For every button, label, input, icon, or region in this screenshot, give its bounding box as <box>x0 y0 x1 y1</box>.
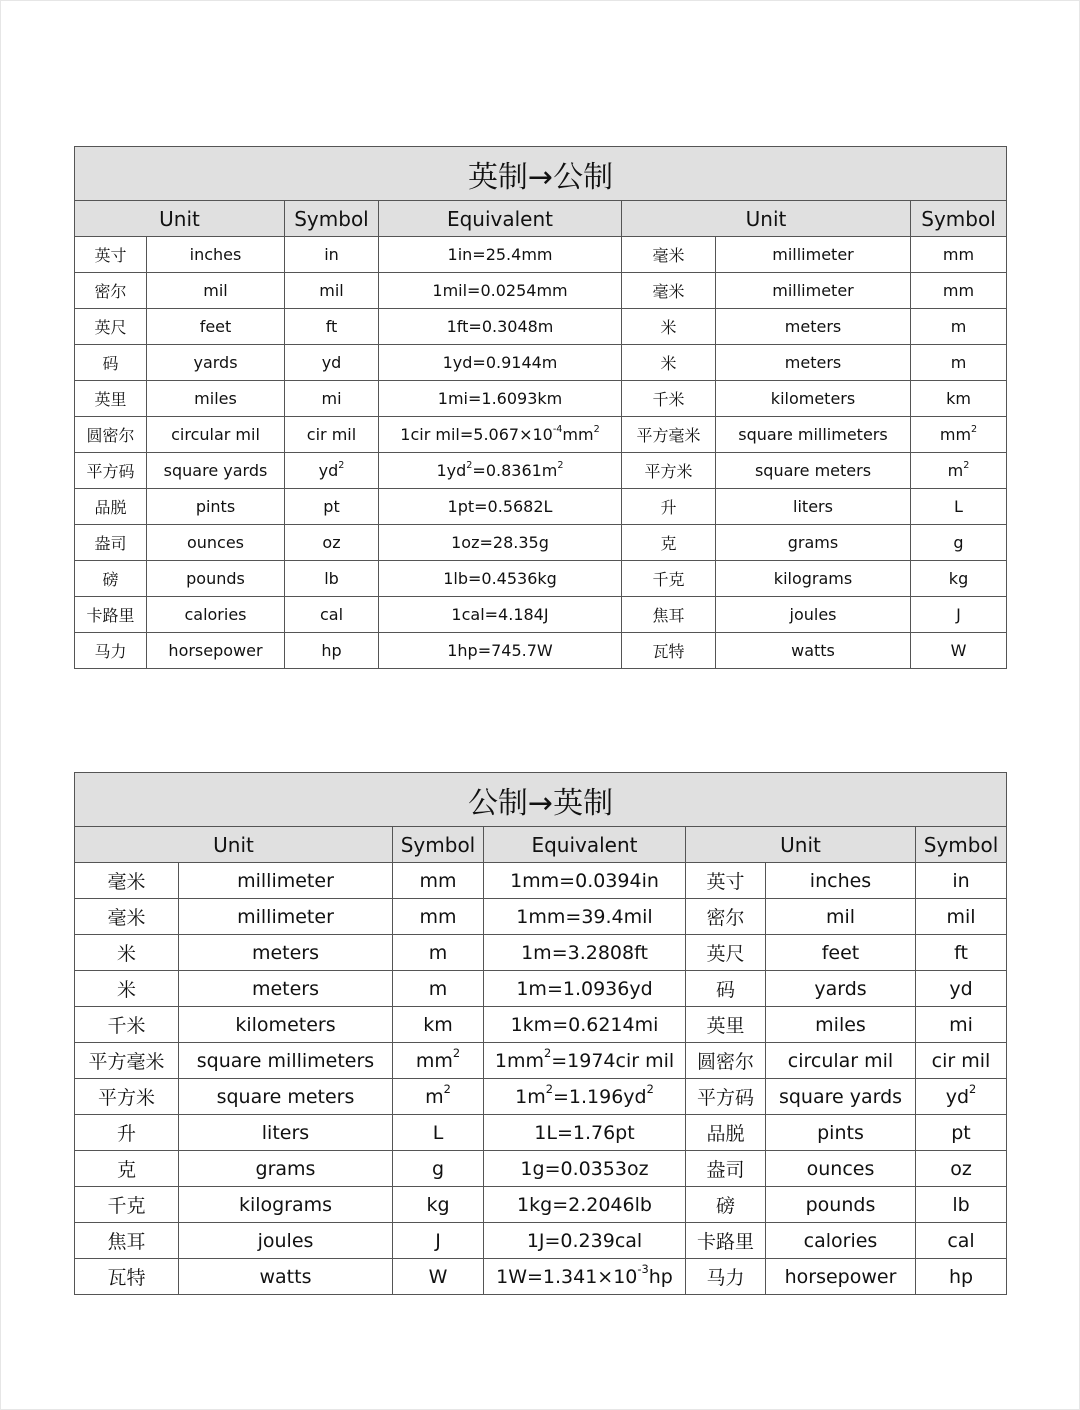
target-unit-name-cell: millimeter <box>716 237 911 273</box>
unit-name-cell: meters <box>179 935 393 971</box>
target-unit-name-cell: joules <box>716 597 911 633</box>
unit-chinese-cell: 米 <box>75 935 179 971</box>
target-unit-chinese-cell: 焦耳 <box>622 597 716 633</box>
table-row <box>75 863 1007 899</box>
unit-name-cell: millimeter <box>179 899 393 935</box>
equivalent-cell: 1hp=745.7W <box>379 633 622 669</box>
target-unit-chinese-cell: 米 <box>622 309 716 345</box>
table-row <box>75 1223 1007 1259</box>
table-row <box>75 381 1007 417</box>
target-unit-name-cell: mil <box>766 899 916 935</box>
symbol-cell: in <box>285 237 379 273</box>
unit-chinese-cell: 英寸 <box>75 237 147 273</box>
table-row <box>75 935 1007 971</box>
table-row <box>75 1151 1007 1187</box>
target-unit-name-cell: meters <box>716 345 911 381</box>
target-unit-name-cell: pounds <box>766 1187 916 1223</box>
table-row <box>75 1043 1007 1079</box>
target-unit-chinese-cell: 毫米 <box>622 273 716 309</box>
unit-name-cell: inches <box>147 237 285 273</box>
target-unit-name-cell: kilograms <box>716 561 911 597</box>
equivalent-cell: 1km=0.6214mi <box>484 1007 686 1043</box>
target-symbol-cell: in <box>916 863 1007 899</box>
unit-chinese-cell: 英尺 <box>75 309 147 345</box>
target-unit-chinese-cell: 毫米 <box>622 237 716 273</box>
table-row <box>75 561 1007 597</box>
unit-name-cell: square meters <box>179 1079 393 1115</box>
symbol-cell: m <box>393 935 484 971</box>
unit-chinese-cell: 磅 <box>75 561 147 597</box>
unit-chinese-cell: 码 <box>75 345 147 381</box>
target-unit-name-cell: circular mil <box>766 1043 916 1079</box>
equivalent-cell: 1mm=0.0394in <box>484 863 686 899</box>
target-unit-chinese-cell: 码 <box>686 971 766 1007</box>
unit-name-cell: grams <box>179 1151 393 1187</box>
table-row <box>75 309 1007 345</box>
unit-name-cell: feet <box>147 309 285 345</box>
table-row <box>75 597 1007 633</box>
table-row <box>75 273 1007 309</box>
unit-name-cell: miles <box>147 381 285 417</box>
unit-name-cell: square yards <box>147 453 285 489</box>
table-row <box>75 417 1007 453</box>
unit-chinese-cell: 焦耳 <box>75 1223 179 1259</box>
target-unit-name-cell: liters <box>716 489 911 525</box>
target-unit-name-cell: grams <box>716 525 911 561</box>
header-unit: Unit <box>75 201 285 237</box>
unit-name-cell: meters <box>179 971 393 1007</box>
symbol-cell: km <box>393 1007 484 1043</box>
target-unit-name-cell: square meters <box>716 453 911 489</box>
target-symbol-cell: $yd^2$ <box>916 1079 1007 1115</box>
header-target-symbol: Symbol <box>911 201 1007 237</box>
target-unit-name-cell: kilometers <box>716 381 911 417</box>
symbol-cell: kg <box>393 1187 484 1223</box>
equivalent-cell: 1in=25.4mm <box>379 237 622 273</box>
target-unit-name-cell: calories <box>766 1223 916 1259</box>
equivalent-cell: 1mi=1.6093km <box>379 381 622 417</box>
target-unit-name-cell: square yards <box>766 1079 916 1115</box>
target-unit-chinese-cell: 磅 <box>686 1187 766 1223</box>
equivalent-cell: 1mm=39.4mil <box>484 899 686 935</box>
target-unit-chinese-cell: 英里 <box>686 1007 766 1043</box>
equivalent-cell: $1m^2=1.196yd^2$ <box>484 1079 686 1115</box>
unit-name-cell: mil <box>147 273 285 309</box>
target-unit-name-cell: watts <box>716 633 911 669</box>
target-symbol-cell: lb <box>916 1187 1007 1223</box>
target-symbol-cell: yd <box>916 971 1007 1007</box>
symbol-cell: mm <box>393 863 484 899</box>
target-unit-chinese-cell: 马力 <box>686 1259 766 1295</box>
target-unit-name-cell: feet <box>766 935 916 971</box>
unit-name-cell: square millimeters <box>179 1043 393 1079</box>
target-unit-chinese-cell: 瓦特 <box>622 633 716 669</box>
table-row <box>75 237 1007 273</box>
unit-chinese-cell: 平方米 <box>75 1079 179 1115</box>
unit-chinese-cell: 米 <box>75 971 179 1007</box>
target-symbol-cell: mil <box>916 899 1007 935</box>
target-unit-chinese-cell: 英尺 <box>686 935 766 971</box>
equivalent-cell: 1L=1.76pt <box>484 1115 686 1151</box>
unit-name-cell: horsepower <box>147 633 285 669</box>
unit-name-cell: pounds <box>147 561 285 597</box>
target-symbol-cell: m <box>911 345 1007 381</box>
symbol-cell: cal <box>285 597 379 633</box>
table-row <box>75 453 1007 489</box>
unit-name-cell: pints <box>147 489 285 525</box>
target-symbol-cell: $m^2$ <box>911 453 1007 489</box>
symbol-cell: $yd^2$ <box>285 453 379 489</box>
equivalent-cell: 1mil=0.0254mm <box>379 273 622 309</box>
target-unit-chinese-cell: 卡路里 <box>686 1223 766 1259</box>
header-target-symbol: Symbol <box>916 827 1007 863</box>
unit-name-cell: circular mil <box>147 417 285 453</box>
equivalent-cell: $1W=1.341\times 10^{-3}hp$ <box>484 1259 686 1295</box>
target-symbol-cell: mi <box>916 1007 1007 1043</box>
equivalent-cell: 1m=1.0936yd <box>484 971 686 1007</box>
unit-chinese-cell: 马力 <box>75 633 147 669</box>
header-symbol: Symbol <box>285 201 379 237</box>
symbol-cell: L <box>393 1115 484 1151</box>
target-symbol-cell: hp <box>916 1259 1007 1295</box>
target-unit-chinese-cell: 平方码 <box>686 1079 766 1115</box>
target-symbol-cell: km <box>911 381 1007 417</box>
unit-chinese-cell: 瓦特 <box>75 1259 179 1295</box>
target-symbol-cell: g <box>911 525 1007 561</box>
target-unit-chinese-cell: 英寸 <box>686 863 766 899</box>
unit-chinese-cell: 平方毫米 <box>75 1043 179 1079</box>
target-unit-chinese-cell: 圆密尔 <box>686 1043 766 1079</box>
unit-name-cell: calories <box>147 597 285 633</box>
target-symbol-cell: ft <box>916 935 1007 971</box>
table-row <box>75 525 1007 561</box>
table-row <box>75 1115 1007 1151</box>
target-unit-name-cell: millimeter <box>716 273 911 309</box>
unit-chinese-cell: 千米 <box>75 1007 179 1043</box>
target-unit-chinese-cell: 千克 <box>622 561 716 597</box>
unit-name-cell: kilometers <box>179 1007 393 1043</box>
unit-chinese-cell: 克 <box>75 1151 179 1187</box>
unit-chinese-cell: 毫米 <box>75 863 179 899</box>
table-row <box>75 345 1007 381</box>
equivalent-cell: 1ft=0.3048m <box>379 309 622 345</box>
unit-name-cell: liters <box>179 1115 393 1151</box>
unit-chinese-cell: 毫米 <box>75 899 179 935</box>
target-symbol-cell: pt <box>916 1115 1007 1151</box>
table-title: 公制→英制 <box>75 773 1007 827</box>
target-symbol-cell: cal <box>916 1223 1007 1259</box>
target-symbol-cell: m <box>911 309 1007 345</box>
header-equivalent: Equivalent <box>484 827 686 863</box>
symbol-cell: lb <box>285 561 379 597</box>
unit-chinese-cell: 盎司 <box>75 525 147 561</box>
target-symbol-cell: kg <box>911 561 1007 597</box>
symbol-cell: $m^2$ <box>393 1079 484 1115</box>
table-row <box>75 899 1007 935</box>
target-unit-chinese-cell: 平方米 <box>622 453 716 489</box>
symbol-cell: W <box>393 1259 484 1295</box>
table-row <box>75 1007 1007 1043</box>
table-row <box>75 489 1007 525</box>
symbol-cell: ft <box>285 309 379 345</box>
equivalent-cell: 1cir $mil=5.067\times 10^{-4}mm^2$ <box>379 417 622 453</box>
equivalent-cell: 1J=0.239cal <box>484 1223 686 1259</box>
symbol-cell: J <box>393 1223 484 1259</box>
target-unit-chinese-cell: 克 <box>622 525 716 561</box>
target-unit-chinese-cell: 千米 <box>622 381 716 417</box>
metric-to-imperial-table <box>74 772 1007 1295</box>
target-unit-chinese-cell: 平方毫米 <box>622 417 716 453</box>
target-unit-name-cell: pints <box>766 1115 916 1151</box>
unit-name-cell: kilograms <box>179 1187 393 1223</box>
header-target-unit: Unit <box>622 201 911 237</box>
header-equivalent: Equivalent <box>379 201 622 237</box>
unit-chinese-cell: 品脱 <box>75 489 147 525</box>
header-target-unit: Unit <box>686 827 916 863</box>
equivalent-cell: 1g=0.0353oz <box>484 1151 686 1187</box>
symbol-cell: yd <box>285 345 379 381</box>
equivalent-cell: 1kg=2.2046lb <box>484 1187 686 1223</box>
equivalent-cell: 1cal=4.184J <box>379 597 622 633</box>
symbol-cell: mil <box>285 273 379 309</box>
target-symbol-cell: W <box>911 633 1007 669</box>
target-unit-name-cell: miles <box>766 1007 916 1043</box>
symbol-cell: hp <box>285 633 379 669</box>
table-row <box>75 633 1007 669</box>
equivalent-cell: $1yd^2=0.8361m^2$ <box>379 453 622 489</box>
unit-name-cell: millimeter <box>179 863 393 899</box>
equivalent-cell: 1pt=0.5682L <box>379 489 622 525</box>
target-symbol-cell: cir mil <box>916 1043 1007 1079</box>
equivalent-cell: 1yd=0.9144m <box>379 345 622 381</box>
target-symbol-cell: J <box>911 597 1007 633</box>
equivalent-cell: $1mm^2=1974cir$ mil <box>484 1043 686 1079</box>
equivalent-cell: 1m=3.2808ft <box>484 935 686 971</box>
symbol-cell: mm <box>393 899 484 935</box>
target-unit-name-cell: ounces <box>766 1151 916 1187</box>
target-unit-name-cell: yards <box>766 971 916 1007</box>
target-unit-chinese-cell: 密尔 <box>686 899 766 935</box>
symbol-cell: g <box>393 1151 484 1187</box>
symbol-cell: m <box>393 971 484 1007</box>
symbol-cell: pt <box>285 489 379 525</box>
header-unit: Unit <box>75 827 393 863</box>
table-row <box>75 1187 1007 1223</box>
equivalent-cell: 1oz=28.35g <box>379 525 622 561</box>
target-unit-name-cell: square millimeters <box>716 417 911 453</box>
target-symbol-cell: mm <box>911 237 1007 273</box>
unit-chinese-cell: 英里 <box>75 381 147 417</box>
target-unit-chinese-cell: 品脱 <box>686 1115 766 1151</box>
table-title: 英制→公制 <box>75 147 1007 201</box>
symbol-cell: mi <box>285 381 379 417</box>
target-symbol-cell: $mm^2$ <box>911 417 1007 453</box>
target-symbol-cell: L <box>911 489 1007 525</box>
target-unit-name-cell: horsepower <box>766 1259 916 1295</box>
unit-name-cell: yards <box>147 345 285 381</box>
symbol-cell: oz <box>285 525 379 561</box>
table-row <box>75 1079 1007 1115</box>
imperial-to-metric-table <box>74 146 1007 669</box>
target-unit-chinese-cell: 米 <box>622 345 716 381</box>
target-symbol-cell: oz <box>916 1151 1007 1187</box>
unit-chinese-cell: 卡路里 <box>75 597 147 633</box>
symbol-cell: cir mil <box>285 417 379 453</box>
unit-chinese-cell: 平方码 <box>75 453 147 489</box>
table-row <box>75 971 1007 1007</box>
equivalent-cell: 1lb=0.4536kg <box>379 561 622 597</box>
table-row <box>75 1259 1007 1295</box>
unit-chinese-cell: 密尔 <box>75 273 147 309</box>
symbol-cell: $mm^2$ <box>393 1043 484 1079</box>
unit-name-cell: joules <box>179 1223 393 1259</box>
unit-chinese-cell: 圆密尔 <box>75 417 147 453</box>
unit-chinese-cell: 升 <box>75 1115 179 1151</box>
target-symbol-cell: mm <box>911 273 1007 309</box>
unit-name-cell: watts <box>179 1259 393 1295</box>
target-unit-name-cell: inches <box>766 863 916 899</box>
target-unit-chinese-cell: 盎司 <box>686 1151 766 1187</box>
unit-chinese-cell: 千克 <box>75 1187 179 1223</box>
unit-name-cell: ounces <box>147 525 285 561</box>
header-symbol: Symbol <box>393 827 484 863</box>
target-unit-chinese-cell: 升 <box>622 489 716 525</box>
target-unit-name-cell: meters <box>716 309 911 345</box>
